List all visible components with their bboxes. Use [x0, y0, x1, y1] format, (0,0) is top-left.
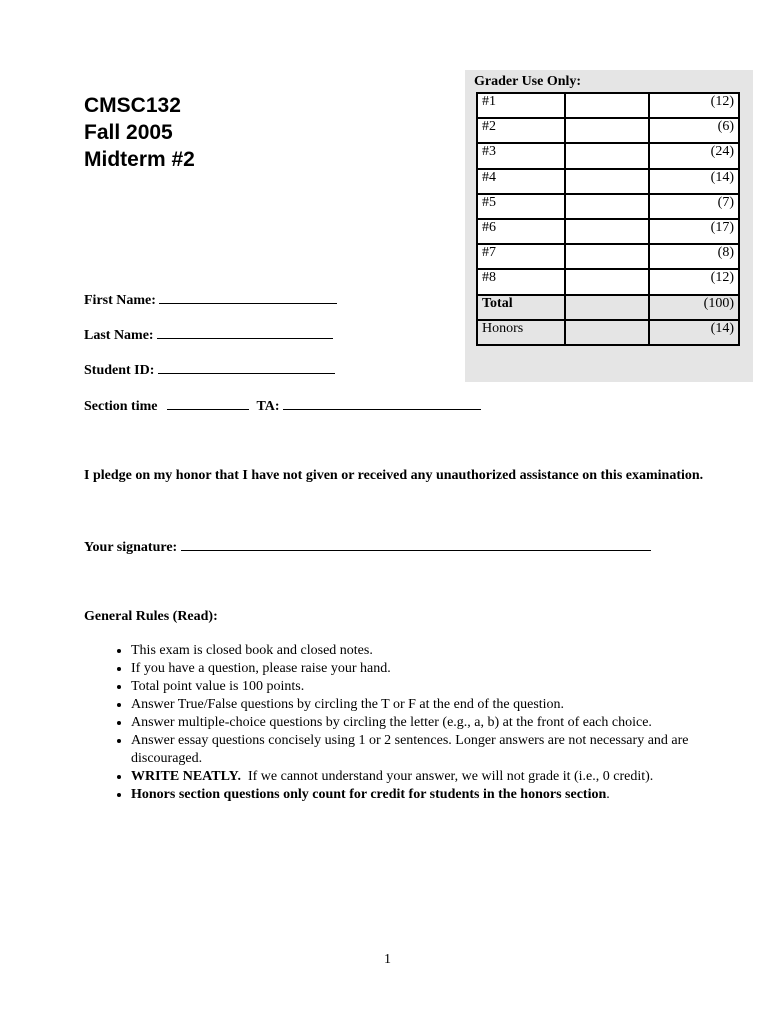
question-label: #2: [477, 118, 565, 143]
table-row: [477, 93, 739, 118]
total-label: Total: [477, 295, 565, 320]
list-item: • If you have a question, please raise your hand.: [131, 660, 704, 678]
ta-label: TA:: [256, 399, 280, 414]
question-label: #1: [477, 93, 565, 118]
list-item: • WRITE NEATLY. If we cannot understand your answer, we will not grade it (i.e., 0 credit).: [131, 768, 704, 786]
section-time-blank[interactable]: [167, 397, 249, 410]
list-item: • Answer multiple-choice questions by circling the letter (e.g., a, b) at the front of each choice.: [131, 714, 704, 732]
list-item: • Honors section questions only count for credit for students in the honors section.: [131, 786, 704, 804]
table-row: [477, 269, 739, 294]
student-id-label: Student ID:: [84, 363, 155, 378]
last-name-label: Last Name:: [84, 328, 154, 343]
table-row: [477, 219, 739, 244]
page-number: 1: [384, 952, 391, 967]
last-name-blank[interactable]: [157, 326, 333, 339]
first-name-field: [84, 291, 337, 309]
question-label: #4: [477, 169, 565, 194]
signature-blank[interactable]: [181, 538, 651, 551]
signature-field: [84, 538, 651, 556]
student-id-blank[interactable]: [158, 361, 335, 374]
table-row: [477, 169, 739, 194]
first-name-blank[interactable]: [159, 291, 337, 304]
points-value: (24): [649, 143, 739, 168]
ta-blank[interactable]: [283, 397, 481, 410]
list-item: • Total point value is 100 points.: [131, 678, 704, 696]
question-label: #7: [477, 244, 565, 269]
points-value: (6): [649, 118, 739, 143]
question-label: #5: [477, 194, 565, 219]
question-label: #3: [477, 143, 565, 168]
list-item: • Answer True/False questions by circling the T or F at the end of the question.: [131, 696, 704, 714]
grader-table: [476, 92, 740, 346]
course-code: CMSC132: [84, 94, 181, 117]
score-cell[interactable]: [565, 118, 649, 143]
section-field: [84, 397, 481, 415]
term: Fall 2005: [84, 121, 173, 144]
rules-title: General Rules (Read):: [84, 609, 218, 624]
list-item: • This exam is closed book and closed notes.: [131, 642, 704, 660]
last-name-field: [84, 326, 333, 344]
question-label: #6: [477, 219, 565, 244]
question-label: #8: [477, 269, 565, 294]
first-name-label: First Name:: [84, 293, 156, 308]
table-row: [477, 118, 739, 143]
signature-label: Your signature:: [84, 540, 178, 555]
section-time-label: Section time: [84, 399, 158, 414]
grader-title: Grader Use Only:: [474, 74, 582, 89]
total-points: (100): [649, 295, 739, 320]
points-value: (12): [649, 93, 739, 118]
total-row: [477, 295, 739, 320]
score-cell[interactable]: [565, 194, 649, 219]
score-cell[interactable]: [565, 244, 649, 269]
points-value: (12): [649, 269, 739, 294]
total-score-cell[interactable]: [565, 295, 649, 320]
honor-pledge: I pledge on my honor that I have not given or received any unauthorized assistance on this examination.: [84, 468, 704, 483]
rules-list: [84, 642, 704, 804]
score-cell[interactable]: [565, 143, 649, 168]
honors-row: [477, 320, 739, 345]
honors-label: Honors: [477, 320, 565, 345]
exam-name: Midterm #2: [84, 148, 195, 171]
score-cell[interactable]: [565, 169, 649, 194]
score-cell[interactable]: [565, 219, 649, 244]
exam-title: [84, 92, 195, 173]
points-value: (8): [649, 244, 739, 269]
score-cell[interactable]: [565, 269, 649, 294]
honors-points: (14): [649, 320, 739, 345]
table-row: [477, 143, 739, 168]
table-row: [477, 194, 739, 219]
honors-score-cell[interactable]: [565, 320, 649, 345]
list-item: • Answer essay questions concisely using 1 or 2 sentences. Longer answers are not necessary and are discouraged.: [131, 732, 704, 768]
points-value: (7): [649, 194, 739, 219]
points-value: (14): [649, 169, 739, 194]
points-value: (17): [649, 219, 739, 244]
student-id-field: [84, 361, 335, 379]
score-cell[interactable]: [565, 93, 649, 118]
table-row: [477, 244, 739, 269]
